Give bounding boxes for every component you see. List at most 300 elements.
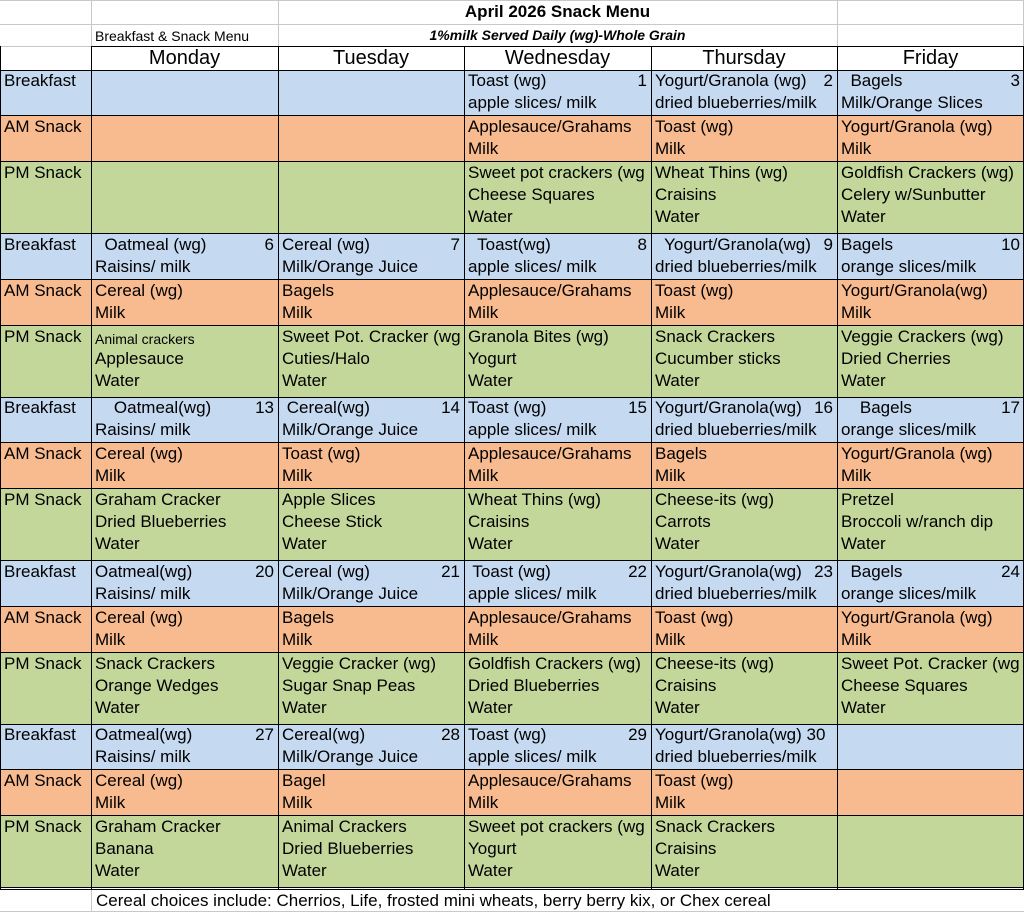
menu-item: Milk bbox=[655, 630, 686, 649]
menu-item: Cheese-its (wg) bbox=[655, 654, 775, 673]
menu-item: Toast (wg) bbox=[282, 444, 361, 463]
grid-line bbox=[278, 0, 279, 46]
menu-item: Cheese-its (wg) bbox=[655, 490, 775, 509]
menu-item: Water bbox=[655, 207, 700, 226]
menu-cell-thursday bbox=[651, 489, 837, 561]
menu-item: Milk bbox=[282, 793, 313, 812]
day-label-tuesday: Tuesday bbox=[333, 47, 409, 69]
menu-item: dried blueberries/milk bbox=[655, 93, 817, 112]
menu-cell-wednesday bbox=[464, 280, 651, 326]
menu-item: Milk bbox=[468, 303, 499, 322]
menu-item: Raisins/ milk bbox=[95, 747, 191, 766]
menu-cell-monday bbox=[91, 234, 278, 280]
menu-cell-friday bbox=[837, 70, 1024, 116]
day-number: 17 bbox=[1001, 398, 1020, 417]
menu-item: Bagels bbox=[841, 562, 903, 581]
menu-item: Goldfish Crackers (wg) bbox=[841, 163, 1014, 182]
subtitle-cell bbox=[278, 24, 837, 46]
grid-line bbox=[0, 325, 1024, 326]
grid-line bbox=[0, 769, 1024, 770]
day-number: 29 bbox=[628, 725, 647, 744]
menu-item: Cuties/Halo bbox=[282, 349, 370, 368]
menu-item: Milk bbox=[282, 303, 313, 322]
page-title: April 2026 Snack Menu bbox=[464, 2, 651, 21]
menu-item: Yogurt/Granola(wg) bbox=[655, 398, 802, 417]
menu-item: Pretzel bbox=[841, 490, 894, 509]
menu-item: Oatmeal (wg) bbox=[95, 235, 207, 254]
menu-cell-wednesday bbox=[464, 770, 651, 816]
row-label: Breakfast bbox=[4, 235, 76, 254]
menu-cell-tuesday bbox=[278, 162, 464, 234]
menu-item: Water bbox=[468, 698, 513, 717]
menu-item: Bagels bbox=[282, 608, 334, 627]
menu-cell-friday bbox=[837, 770, 1024, 816]
menu-item: apple slices/ milk bbox=[468, 257, 597, 276]
menu-label-cell bbox=[91, 24, 278, 46]
row-label: Breakfast bbox=[4, 71, 76, 90]
menu-cell-monday bbox=[91, 162, 278, 234]
row-label-cell bbox=[0, 607, 91, 653]
menu-item: Cereal (wg) bbox=[282, 562, 370, 581]
menu-item: Dried Blueberries bbox=[95, 512, 227, 531]
menu-item: Cheese Squares bbox=[468, 185, 595, 204]
menu-item: dried blueberries/milk bbox=[655, 584, 817, 603]
menu-cell-friday bbox=[837, 816, 1024, 888]
menu-item: Broccoli w/ranch dip bbox=[841, 512, 994, 531]
day-number: 16 bbox=[814, 398, 833, 417]
grid-line bbox=[0, 161, 1024, 162]
menu-item: Veggie Crackers (wg) bbox=[841, 327, 1004, 346]
row-label: Breakfast bbox=[4, 725, 76, 744]
grid-line bbox=[278, 46, 279, 890]
day-header-friday bbox=[837, 46, 1024, 70]
day-label-monday: Monday bbox=[148, 47, 221, 69]
menu-cell-wednesday bbox=[464, 397, 651, 443]
menu-item: Sweet Pot. Cracker (wg bbox=[841, 654, 1020, 673]
row-label: AM Snack bbox=[4, 281, 82, 300]
row-label: AM Snack bbox=[4, 771, 82, 790]
menu-cell-tuesday bbox=[278, 70, 464, 116]
row-label: Breakfast bbox=[4, 398, 76, 417]
menu-item: Snack Crackers bbox=[655, 327, 775, 346]
menu-item: Yogurt/Granola(wg) bbox=[841, 281, 988, 300]
grid-line bbox=[0, 46, 1, 890]
menu-item: Milk bbox=[95, 793, 126, 812]
day-number: 8 bbox=[637, 235, 647, 254]
menu-item: Cereal (wg) bbox=[95, 281, 183, 300]
menu-item: Wheat Thins (wg) bbox=[655, 163, 788, 182]
menu-item: Water bbox=[468, 534, 513, 553]
menu-cell-wednesday bbox=[464, 326, 651, 398]
menu-item: Toast (wg) bbox=[468, 71, 547, 90]
menu-item: apple slices/ milk bbox=[468, 420, 597, 439]
menu-item: Oatmeal(wg) bbox=[95, 398, 212, 417]
menu-item: Sweet pot crackers (wg bbox=[468, 163, 645, 182]
day-number: 20 bbox=[255, 562, 274, 581]
menu-item: Bagels bbox=[841, 398, 912, 417]
menu-cell-friday bbox=[837, 489, 1024, 561]
menu-item: Orange Wedges bbox=[95, 676, 219, 695]
menu-item: Goldfish Crackers (wg) bbox=[468, 654, 641, 673]
menu-cell-friday bbox=[837, 724, 1024, 770]
menu-item: Milk bbox=[468, 793, 499, 812]
grid-line bbox=[91, 890, 92, 912]
grid-line bbox=[837, 46, 838, 890]
menu-cell-monday bbox=[91, 653, 278, 725]
menu-item: Milk bbox=[841, 630, 872, 649]
menu-item: Milk bbox=[282, 630, 313, 649]
day-number: 27 bbox=[255, 725, 274, 744]
menu-item: Milk/Orange Juice bbox=[282, 420, 419, 439]
menu-item: Milk bbox=[95, 303, 126, 322]
menu-item: Water bbox=[655, 698, 700, 717]
menu-cell-monday bbox=[91, 326, 278, 398]
menu-item: Water bbox=[841, 207, 886, 226]
menu-item: Milk bbox=[468, 466, 499, 485]
row-label: AM Snack bbox=[4, 608, 82, 627]
row-label-cell bbox=[0, 326, 91, 398]
menu-cell-wednesday bbox=[464, 607, 651, 653]
menu-cell-wednesday bbox=[464, 443, 651, 489]
row-label-cell bbox=[0, 116, 91, 162]
day-label-thursday: Thursday bbox=[702, 47, 786, 69]
menu-cell-thursday bbox=[651, 724, 837, 770]
grid-line bbox=[0, 560, 1024, 561]
grid-line bbox=[0, 606, 1024, 607]
row-label-cell bbox=[0, 443, 91, 489]
menu-cell-tuesday bbox=[278, 489, 464, 561]
menu-cell-tuesday bbox=[278, 724, 464, 770]
row-label: Breakfast bbox=[4, 562, 76, 581]
menu-item: Milk/Orange Juice bbox=[282, 257, 419, 276]
menu-cell-thursday bbox=[651, 234, 837, 280]
row-label: PM Snack bbox=[4, 817, 82, 836]
menu-item: Dried Blueberries bbox=[282, 839, 414, 858]
menu-item: Applesauce bbox=[95, 349, 184, 368]
menu-cell-thursday bbox=[651, 326, 837, 398]
grid-line bbox=[0, 724, 1024, 725]
menu-item: Milk/Orange Slices bbox=[841, 93, 983, 112]
day-header-wednesday bbox=[464, 46, 651, 70]
menu-item: Toast (wg) bbox=[468, 398, 547, 417]
grid-line bbox=[651, 46, 652, 890]
menu-item: Water bbox=[655, 534, 700, 553]
menu-cell-thursday bbox=[651, 397, 837, 443]
menu-cell-tuesday bbox=[278, 280, 464, 326]
menu-item: Toast (wg) bbox=[655, 117, 734, 136]
menu-item: Water bbox=[468, 371, 513, 390]
menu-item: Bagels bbox=[841, 71, 903, 90]
menu-item: Water bbox=[841, 534, 886, 553]
menu-item: Applesauce/Grahams bbox=[468, 281, 632, 300]
menu-item: Applesauce/Grahams bbox=[468, 444, 632, 463]
menu-item: dried blueberries/milk bbox=[655, 420, 817, 439]
menu-item: Yogurt/Granola(wg) bbox=[655, 562, 802, 581]
menu-item: Water bbox=[95, 534, 140, 553]
menu-item: dried blueberries/milk bbox=[655, 747, 817, 766]
row-label-cell bbox=[0, 653, 91, 725]
menu-item: orange slices/milk bbox=[841, 257, 977, 276]
menu-cell-tuesday bbox=[278, 234, 464, 280]
menu-item: Graham Cracker bbox=[95, 490, 221, 509]
menu-item: apple slices/ milk bbox=[468, 584, 597, 603]
menu-item: Toast (wg) bbox=[655, 771, 734, 790]
menu-item: Cheese Squares bbox=[841, 676, 968, 695]
menu-item: Banana bbox=[95, 839, 154, 858]
day-label-wednesday: Wednesday bbox=[504, 47, 611, 69]
menu-cell-monday bbox=[91, 397, 278, 443]
menu-cell-friday bbox=[837, 326, 1024, 398]
menu-item: Water bbox=[468, 207, 513, 226]
menu-item: Milk bbox=[655, 303, 686, 322]
menu-cell-wednesday bbox=[464, 653, 651, 725]
menu-cell-thursday bbox=[651, 607, 837, 653]
menu-item: Yogurt/Granola (wg) bbox=[841, 444, 993, 463]
menu-cell-thursday bbox=[651, 561, 837, 607]
menu-item: Milk/Orange Juice bbox=[282, 747, 419, 766]
menu-item: apple slices/ milk bbox=[468, 93, 597, 112]
grid-line bbox=[0, 70, 1024, 71]
row-label-cell bbox=[0, 280, 91, 326]
menu-item: Milk bbox=[468, 630, 499, 649]
menu-item: Yogurt/Granola(wg) bbox=[655, 235, 811, 254]
menu-cell-wednesday bbox=[464, 234, 651, 280]
menu-item: Bagels bbox=[282, 281, 334, 300]
menu-item: Snack Crackers bbox=[655, 817, 775, 836]
menu-cell-thursday bbox=[651, 770, 837, 816]
menu-item: Water bbox=[841, 698, 886, 717]
subtitle: 1%milk Served Daily (wg)-Whole Grain bbox=[429, 27, 686, 43]
menu-cell-wednesday bbox=[464, 489, 651, 561]
cereal-footnote: Cereal choices include: Cherrios, Life, frosted mini wheats, berry berry kix, or Chex cereal bbox=[96, 891, 771, 910]
menu-cell-monday bbox=[91, 607, 278, 653]
menu-item: Yogurt/Granola (wg) bbox=[841, 117, 993, 136]
menu-item: Craisins bbox=[655, 185, 717, 204]
menu-item: Water bbox=[655, 371, 700, 390]
menu-item: Oatmeal(wg) bbox=[95, 725, 193, 744]
menu-cell-monday bbox=[91, 70, 278, 116]
menu-item: Water bbox=[95, 371, 140, 390]
row-label: PM Snack bbox=[4, 163, 82, 182]
menu-item: Craisins bbox=[468, 512, 530, 531]
menu-label: Breakfast & Snack Menu bbox=[95, 28, 250, 44]
row-label: PM Snack bbox=[4, 490, 82, 509]
menu-cell-tuesday bbox=[278, 607, 464, 653]
menu-item: Applesauce/Grahams bbox=[468, 771, 632, 790]
day-number: 7 bbox=[450, 235, 460, 254]
grid-line bbox=[0, 0, 1024, 1]
grid-line bbox=[91, 0, 92, 46]
menu-cell-friday bbox=[837, 561, 1024, 607]
menu-item: Yogurt bbox=[468, 349, 517, 368]
row-label-cell bbox=[0, 397, 91, 443]
row-label-cell bbox=[0, 234, 91, 280]
menu-cell-monday bbox=[91, 489, 278, 561]
menu-item: Milk bbox=[841, 139, 872, 158]
menu-cell-tuesday bbox=[278, 816, 464, 888]
menu-item: Milk bbox=[655, 139, 686, 158]
menu-item: Toast (wg) bbox=[468, 725, 547, 744]
menu-cell-wednesday bbox=[464, 561, 651, 607]
menu-item: Cereal (wg) bbox=[95, 444, 183, 463]
menu-item: Sweet Pot. Cracker (wg bbox=[282, 327, 461, 346]
menu-item: Bagel bbox=[282, 771, 326, 790]
day-number: 9 bbox=[823, 235, 833, 254]
day-number: 24 bbox=[1001, 562, 1020, 581]
menu-cell-wednesday bbox=[464, 162, 651, 234]
menu-item: Granola Bites (wg) bbox=[468, 327, 609, 346]
menu-item: Dried Cherries bbox=[841, 349, 951, 368]
menu-item: Celery w/Sunbutter bbox=[841, 185, 986, 204]
menu-item: Wheat Thins (wg) bbox=[468, 490, 601, 509]
grid-line bbox=[0, 887, 1024, 888]
row-label: PM Snack bbox=[4, 327, 82, 346]
menu-item: Water bbox=[95, 698, 140, 717]
menu-cell-friday bbox=[837, 116, 1024, 162]
menu-item: Milk bbox=[95, 630, 126, 649]
day-number: 2 bbox=[823, 71, 833, 90]
row-label-cell bbox=[0, 489, 91, 561]
menu-item: Toast (wg) bbox=[468, 562, 551, 581]
menu-cell-monday bbox=[91, 280, 278, 326]
menu-item: Craisins bbox=[655, 676, 717, 695]
day-number: 22 bbox=[628, 562, 647, 581]
grid-line bbox=[0, 889, 1024, 890]
menu-cell-wednesday bbox=[464, 116, 651, 162]
menu-item: Raisins/ milk bbox=[95, 420, 191, 439]
menu-item: Toast (wg) bbox=[655, 608, 734, 627]
day-number: 10 bbox=[1001, 235, 1020, 254]
menu-cell-monday bbox=[91, 116, 278, 162]
menu-cell-tuesday bbox=[278, 561, 464, 607]
row-label-cell bbox=[0, 70, 91, 116]
menu-item: Milk bbox=[282, 466, 313, 485]
menu-item: Water bbox=[841, 371, 886, 390]
menu-item: Water bbox=[282, 534, 327, 553]
day-label-friday: Friday bbox=[902, 47, 959, 69]
menu-item: Raisins/ milk bbox=[95, 257, 191, 276]
menu-item: Bagels bbox=[841, 235, 893, 254]
menu-cell-thursday bbox=[651, 443, 837, 489]
menu-item: Water bbox=[282, 371, 327, 390]
day-number: 6 bbox=[264, 235, 274, 254]
menu-cell-thursday bbox=[651, 653, 837, 725]
menu-cell-friday bbox=[837, 607, 1024, 653]
grid-line bbox=[464, 46, 465, 890]
menu-item: Raisins/ milk bbox=[95, 584, 191, 603]
grid-line bbox=[91, 46, 92, 890]
menu-cell-tuesday bbox=[278, 443, 464, 489]
menu-cell-friday bbox=[837, 234, 1024, 280]
menu-item: Cereal (wg) bbox=[95, 608, 183, 627]
row-label-cell bbox=[0, 561, 91, 607]
menu-item: Graham Cracker bbox=[95, 817, 221, 836]
row-label-cell bbox=[0, 816, 91, 888]
grid-line bbox=[0, 233, 1024, 234]
menu-item: Water bbox=[95, 861, 140, 880]
menu-cell-thursday bbox=[651, 70, 837, 116]
menu-item: Milk bbox=[841, 466, 872, 485]
grid-line bbox=[0, 397, 1024, 398]
menu-cell-monday bbox=[91, 770, 278, 816]
day-header-thursday bbox=[651, 46, 837, 70]
row-label-cell bbox=[0, 724, 91, 770]
grid-line bbox=[837, 0, 838, 46]
day-number: 28 bbox=[441, 725, 460, 744]
menu-item: Milk bbox=[95, 466, 126, 485]
menu-item: Water bbox=[282, 861, 327, 880]
grid-line bbox=[0, 115, 1024, 116]
row-label: AM Snack bbox=[4, 117, 82, 136]
menu-item: Bagels bbox=[655, 444, 707, 463]
menu-cell-friday bbox=[837, 280, 1024, 326]
menu-item: Yogurt/Granola (wg) bbox=[841, 608, 993, 627]
day-number: 1 bbox=[637, 71, 647, 90]
menu-item: Applesauce/Grahams bbox=[468, 608, 632, 627]
row-label-cell bbox=[0, 162, 91, 234]
menu-item: Apple Slices bbox=[282, 490, 376, 509]
menu-cell-thursday bbox=[651, 116, 837, 162]
grid-line bbox=[0, 279, 1024, 280]
menu-item: Carrots bbox=[655, 512, 711, 531]
menu-item: Toast (wg) bbox=[655, 281, 734, 300]
menu-item: Water bbox=[282, 698, 327, 717]
menu-item: Yogurt bbox=[468, 839, 517, 858]
menu-cell-thursday bbox=[651, 816, 837, 888]
menu-item: Veggie Cracker (wg) bbox=[282, 654, 437, 673]
menu-item: Water bbox=[468, 861, 513, 880]
row-label: PM Snack bbox=[4, 654, 82, 673]
menu-item: dried blueberries/milk bbox=[655, 257, 817, 276]
row-label-cell bbox=[0, 770, 91, 816]
day-header-monday bbox=[91, 46, 278, 70]
menu-item: Animal crackers bbox=[95, 331, 195, 347]
menu-cell-tuesday bbox=[278, 116, 464, 162]
grid-line bbox=[91, 46, 1024, 47]
menu-item: Cereal(wg) bbox=[282, 398, 370, 417]
menu-item: Milk bbox=[655, 466, 686, 485]
menu-item: Dried Blueberries bbox=[468, 676, 600, 695]
menu-item: Milk bbox=[655, 793, 686, 812]
menu-item: Cucumber sticks bbox=[655, 349, 781, 368]
menu-cell-tuesday bbox=[278, 326, 464, 398]
menu-cell-thursday bbox=[651, 162, 837, 234]
grid-line bbox=[0, 488, 1024, 489]
menu-item: Cereal(wg) bbox=[282, 725, 366, 744]
menu-item: orange slices/milk bbox=[841, 420, 977, 439]
menu-item: Yogurt/Granola(wg) 30 bbox=[655, 725, 826, 744]
menu-cell-tuesday bbox=[278, 397, 464, 443]
menu-cell-monday bbox=[91, 816, 278, 888]
day-number: 21 bbox=[441, 562, 460, 581]
menu-item: apple slices/ milk bbox=[468, 747, 597, 766]
menu-item: Sugar Snap Peas bbox=[282, 676, 416, 695]
menu-item: Toast(wg) bbox=[468, 235, 551, 254]
day-number: 14 bbox=[441, 398, 460, 417]
menu-cell-wednesday bbox=[464, 70, 651, 116]
menu-item: Milk bbox=[841, 303, 872, 322]
menu-item: Cheese Stick bbox=[282, 512, 383, 531]
day-header-tuesday bbox=[278, 46, 464, 70]
day-number: 15 bbox=[628, 398, 647, 417]
menu-item: orange slices/milk bbox=[841, 584, 977, 603]
menu-item: Milk/Orange Juice bbox=[282, 584, 419, 603]
menu-item: Cereal (wg) bbox=[282, 235, 370, 254]
menu-cell-friday bbox=[837, 443, 1024, 489]
menu-item: Oatmeal(wg) bbox=[95, 562, 193, 581]
menu-item: Craisins bbox=[655, 839, 717, 858]
menu-cell-monday bbox=[91, 561, 278, 607]
